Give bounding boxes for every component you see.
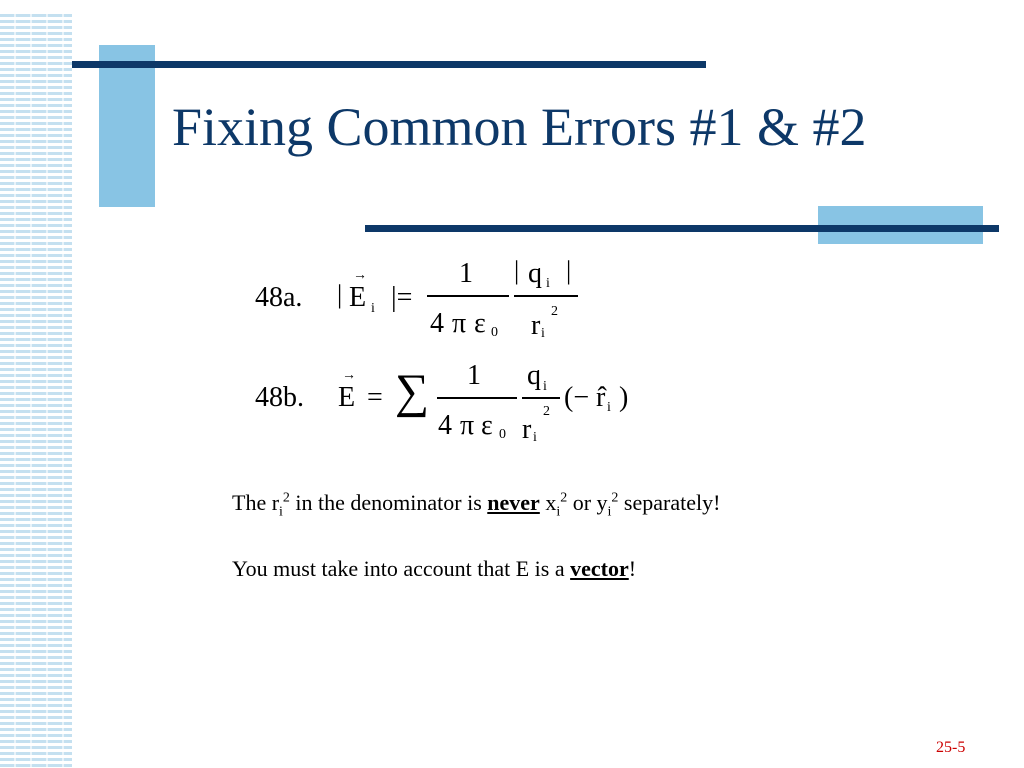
emphasis-vector: vector [570, 556, 629, 581]
abs-bar-equals: |= [391, 282, 413, 313]
superscript-two: 2 [560, 490, 568, 506]
equals-sign: = [367, 382, 383, 413]
subscript-i: i [607, 400, 611, 415]
subscript-i: i [541, 326, 545, 341]
fraction-bar [427, 295, 509, 297]
subscript-i: i [556, 504, 561, 520]
equation-label: 48a. [255, 282, 303, 313]
superscript-two: 2 [282, 490, 290, 506]
subscript-i: i [533, 430, 537, 445]
superscript-two: 2 [543, 404, 550, 419]
subscript-i: i [371, 301, 375, 316]
note-denominator [232, 490, 720, 520]
title-accent-block [99, 45, 155, 207]
emphasis-never: never [487, 490, 540, 515]
vector-arrow-icon: → [342, 368, 356, 383]
distance-r: r [522, 414, 532, 445]
numerator-one: 1 [459, 258, 473, 289]
page-number: 25-5 [936, 739, 966, 756]
superscript-two: 2 [611, 490, 619, 506]
note-vector [232, 556, 636, 582]
subscript-zero: 0 [491, 325, 498, 340]
subscript-i: i [279, 504, 283, 520]
subscript-i: i [607, 504, 612, 520]
note-text: You must take into account that E is a [232, 556, 571, 581]
subscript-zero: 0 [499, 427, 506, 442]
subscript-i: i [546, 276, 550, 291]
fraction-bar [522, 397, 560, 399]
title-top-rule [72, 61, 706, 68]
note-text: separately! [618, 490, 721, 515]
fraction-bar [514, 295, 578, 297]
field-symbol: E [338, 382, 356, 413]
subscript-i: i [543, 379, 547, 394]
open-paren-minus: (− [564, 382, 590, 413]
abs-bar-q-right: | [566, 256, 572, 285]
note-text: ! [628, 556, 637, 581]
note-text: The r [232, 490, 280, 515]
field-symbol: E [349, 282, 367, 313]
note-text: or y [567, 490, 608, 515]
charge-q: q [528, 258, 542, 289]
bottom-accent-rule [818, 225, 999, 232]
note-text: in the denominator is [289, 490, 488, 515]
unit-vector-r-hat: r̂ [596, 382, 606, 413]
vector-arrow-icon: → [353, 268, 367, 283]
charge-q: q [527, 360, 541, 391]
abs-bar-left: | [337, 280, 343, 309]
denominator-pi: π [460, 410, 475, 441]
distance-r: r [531, 310, 541, 341]
fraction-bar [437, 397, 517, 399]
note-text: x [539, 490, 557, 515]
summation-sign: ∑ [395, 365, 430, 418]
denominator-epsilon: ε [481, 410, 493, 441]
equation-label: 48b. [255, 382, 304, 413]
denominator-epsilon: ε [474, 308, 486, 339]
slide-title: Fixing Common Errors #1 & #2 [172, 97, 867, 157]
close-paren: ) [619, 382, 629, 413]
left-striped-border [0, 14, 72, 768]
denominator-four: 4 [438, 410, 452, 441]
denominator-four: 4 [430, 308, 444, 339]
superscript-two: 2 [551, 304, 558, 319]
numerator-one: 1 [467, 360, 481, 391]
denominator-pi: π [452, 308, 467, 339]
abs-bar-q-left: | [514, 256, 520, 285]
